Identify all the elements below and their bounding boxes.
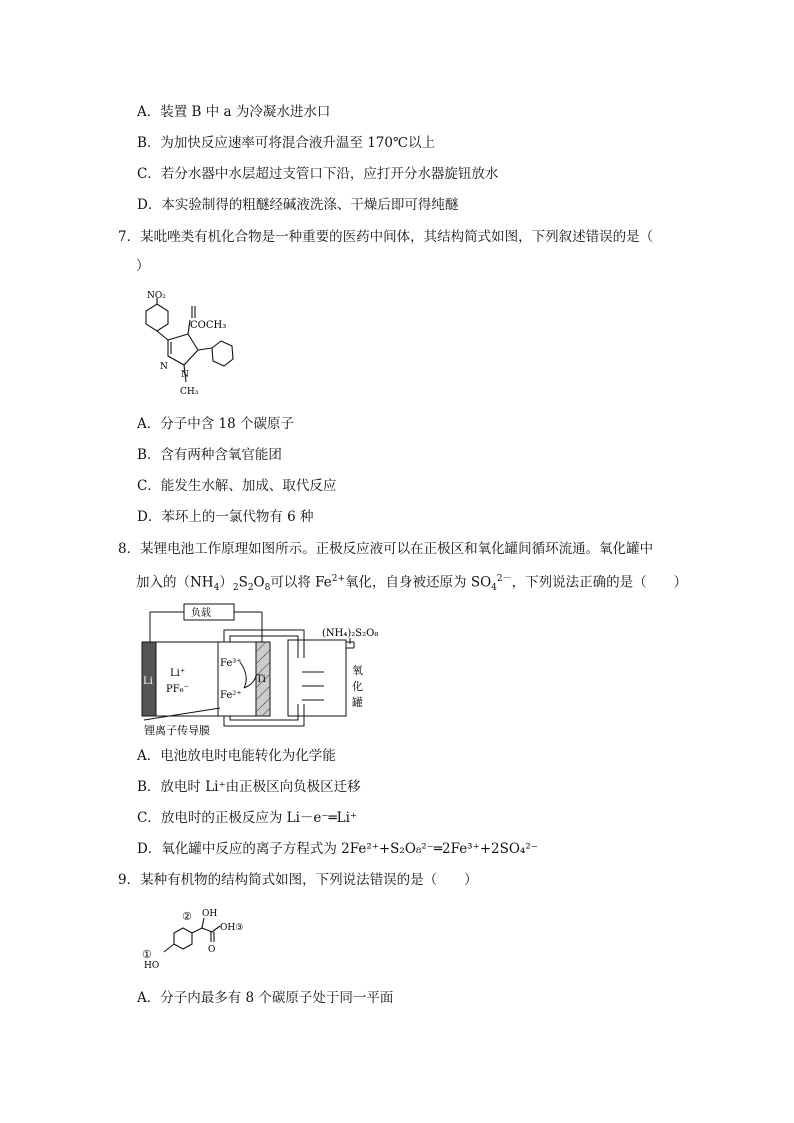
q8-option-c: C．放电时的正极反应为 Li－e⁻═Li⁺ <box>137 810 358 826</box>
q7-stem: 7．某吡唑类有机化合物是一种重要的医药中间体，其结构简式如图，下列叙述错误的是（ <box>118 229 654 245</box>
oxidant-label: (NH₄)₂S₂O₈ <box>322 628 379 639</box>
coch3-label: COCH₃ <box>190 320 227 331</box>
q8-option-b: B．放电时 Li⁺由正极区向负极区迁移 <box>137 779 361 795</box>
no2-label: NO₂ <box>147 291 166 301</box>
load-label: 负载 <box>191 608 211 619</box>
q6-option-a: A．装置 B 中 a 为冷凝水进水口 <box>137 104 331 120</box>
tank-label-2: 化 <box>352 680 363 693</box>
marker-2: ② <box>182 910 192 923</box>
tank-label-1: 氧 <box>352 664 363 677</box>
n2-label: N <box>160 362 168 372</box>
ho-label: HO <box>144 961 160 970</box>
ti-electrode-label: Ti <box>256 674 266 685</box>
li-electrode-label: Li <box>143 676 153 687</box>
q6-option-b: B．为加快反应速率可将混合液升温至 170℃以上 <box>137 135 436 151</box>
q6-option-c: C．若分水器中水层超过支管口下沿，应打开分水器旋钮放水 <box>137 166 499 182</box>
q7-option-a: A．分子中含 18 个碳原子 <box>137 416 295 432</box>
pf6-label: PF₆⁻ <box>166 684 189 695</box>
tank-label-3: 罐 <box>352 696 363 709</box>
li-ion-label: Li⁺ <box>170 668 186 679</box>
q9-stem: 9．某种有机物的结构简式如图，下列说法错误的是（ ） <box>118 872 478 888</box>
q7-stem-tail: ） <box>136 258 150 274</box>
oh3-label: OH③ <box>220 923 244 933</box>
q6-option-d: D．本实验制得的粗醚经碱液洗涤、干燥后即可得纯醚 <box>137 197 459 213</box>
q8-stem-line1: 8．某锂电池工作原理如图所示。正极反应液可以在正极区和氧化罐间循环流通。氧化罐中 <box>118 541 654 557</box>
q8-battery-diagram <box>140 600 390 740</box>
n1-label: N <box>181 370 189 380</box>
marker-1: ① <box>142 948 152 961</box>
oh-top-label: OH <box>202 909 218 919</box>
fe2-label: Fe²⁺ <box>220 690 242 701</box>
q8-option-d: D．氧化罐中反应的离子方程式为 2Fe²⁺+S₂O₈²⁻═2Fe³⁺+2SO₄²⁻ <box>137 841 538 857</box>
o-label: O <box>208 945 216 955</box>
q8-stem-line2: 加入的$(NH_4)_2S_2O_8$可以将 $Fe^{2+}$氧化，自身被还原为 $SO_4^{2-}$，下列说法正确的是（ ） <box>136 574 688 594</box>
q7-option-d: D．苯环上的一氯代物有 6 种 <box>137 509 314 525</box>
membrane-label: 锂离子传导膜 <box>144 724 210 737</box>
q9-structure <box>140 902 270 970</box>
q7-option-b: B．含有两种含氧官能团 <box>137 447 282 463</box>
fe3-label: Fe³⁺ <box>220 658 242 669</box>
q8-option-a: A．电池放电时电能转化为化学能 <box>137 748 336 764</box>
q9-option-a: A．分子内最多有 8 个碳原子处于同一平面 <box>137 990 394 1006</box>
ch3-label: CH₃ <box>180 387 199 397</box>
q7-option-c: C．能发生水解、加成、取代反应 <box>137 478 337 494</box>
q7-pyrazole-structure <box>140 284 250 402</box>
